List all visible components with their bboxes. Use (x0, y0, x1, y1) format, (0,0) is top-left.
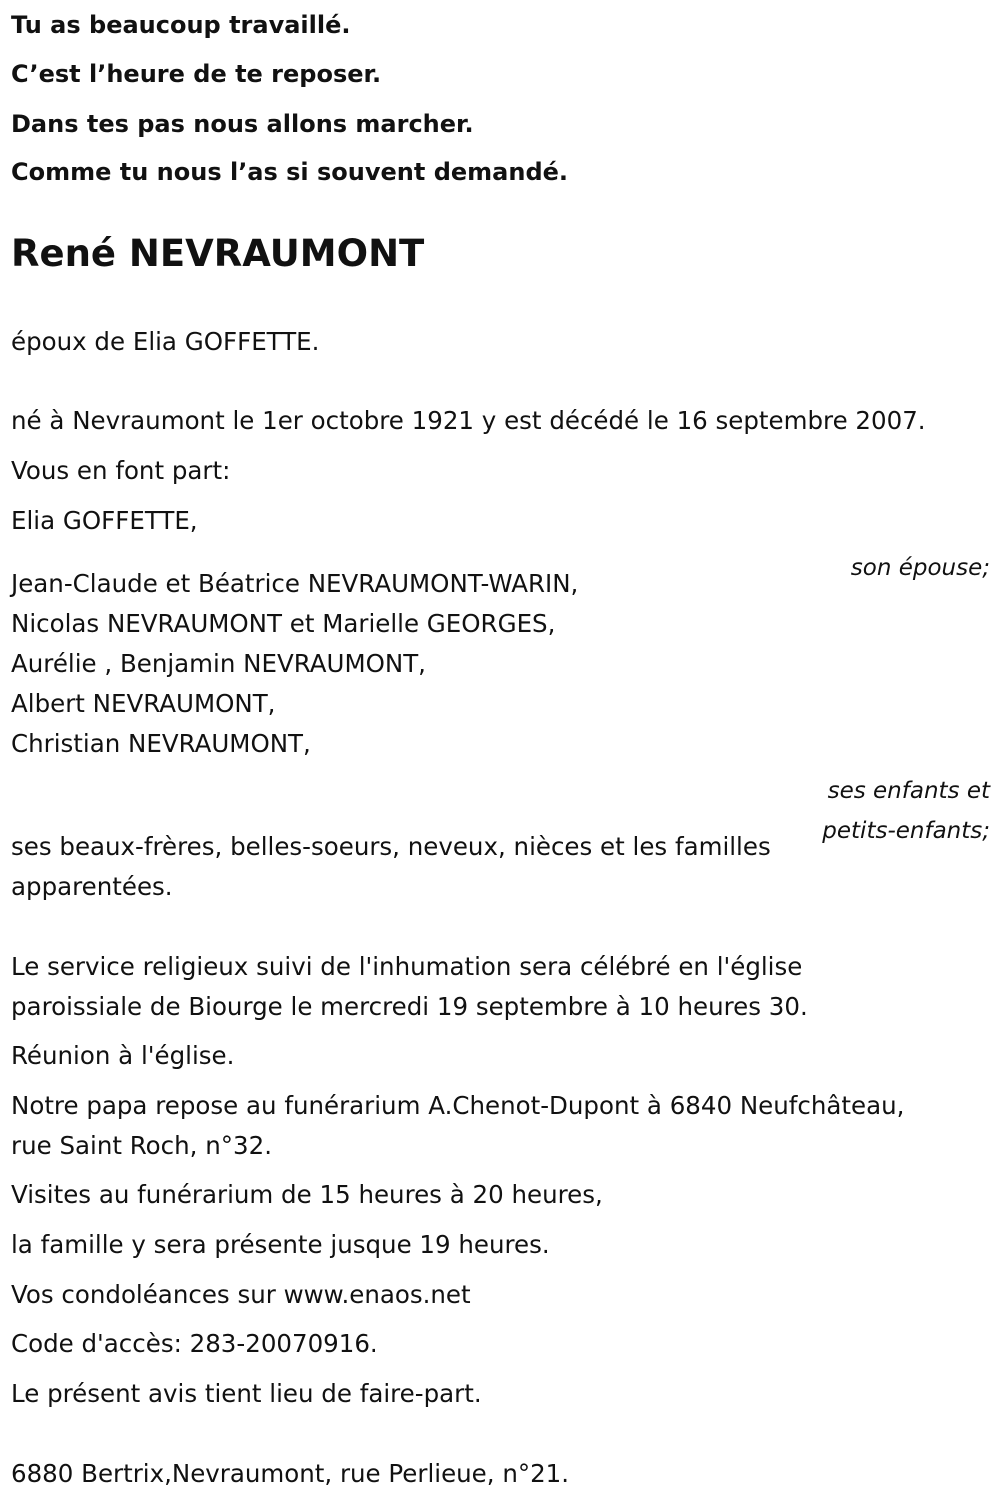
address-line: 6880 Bertrix,Nevraumont, rue Perlieue, n°21. (11, 1459, 570, 1488)
child-name-5: Christian NEVRAUMONT, (11, 729, 311, 758)
access-code-line: Code d'accès: 283-20070916. (11, 1329, 378, 1358)
relatives-line-2: apparentées. (11, 872, 173, 901)
poem-line-3: Dans tes pas nous allons marcher. (11, 110, 474, 138)
funeral-home-line-1: Notre papa repose au funérarium A.Chenot-Dupont à 6840 Neufchâteau, (11, 1091, 905, 1120)
service-line-2: paroissiale de Biourge le mercredi 19 septembre à 10 heures 30. (11, 992, 808, 1021)
children-relation-line-2: petits-enfants; (822, 818, 990, 844)
funeral-home-line-2: rue Saint Roch, n°32. (11, 1131, 272, 1160)
child-name-1: Jean-Claude et Béatrice NEVRAUMONT-WARIN, (11, 569, 579, 598)
visits-line: Visites au funérarium de 15 heures à 20 heures, (11, 1180, 603, 1209)
deceased-name: René NEVRAUMONT (11, 232, 425, 275)
poem-line-2: C’est l’heure de te reposer. (11, 60, 382, 88)
relatives-line-1: ses beaux-frères, belles-soeurs, neveux, nièces et les familles (11, 832, 771, 861)
meeting-line: Réunion à l'église. (11, 1041, 235, 1070)
child-name-3: Aurélie , Benjamin NEVRAUMONT, (11, 649, 426, 678)
spouse-line: époux de Elia GOFFETTE. (11, 327, 320, 356)
family-presence-line: la famille y sera présente jusque 19 heures. (11, 1230, 550, 1259)
child-name-4: Albert NEVRAUMONT, (11, 689, 276, 718)
birth-death-line: né à Nevraumont le 1er octobre 1921 y est décédé le 16 septembre 2007. (11, 406, 926, 435)
children-relation-line-1: ses enfants et (827, 778, 990, 804)
poem-line-4: Comme tu nous l’as si souvent demandé. (11, 158, 569, 186)
poem-line-1: Tu as beaucoup travaillé. (11, 11, 351, 39)
service-line-1: Le service religieux suivi de l'inhumation sera célébré en l'église (11, 952, 803, 981)
announce-intro: Vous en font part: (11, 456, 231, 485)
spouse-relation: son épouse; (850, 555, 990, 581)
notice-line: Le présent avis tient lieu de faire-part. (11, 1379, 482, 1408)
spouse-name: Elia GOFFETTE, (11, 506, 198, 535)
condolences-line: Vos condoléances sur www.enaos.net (11, 1280, 471, 1309)
child-name-2: Nicolas NEVRAUMONT et Marielle GEORGES, (11, 609, 556, 638)
